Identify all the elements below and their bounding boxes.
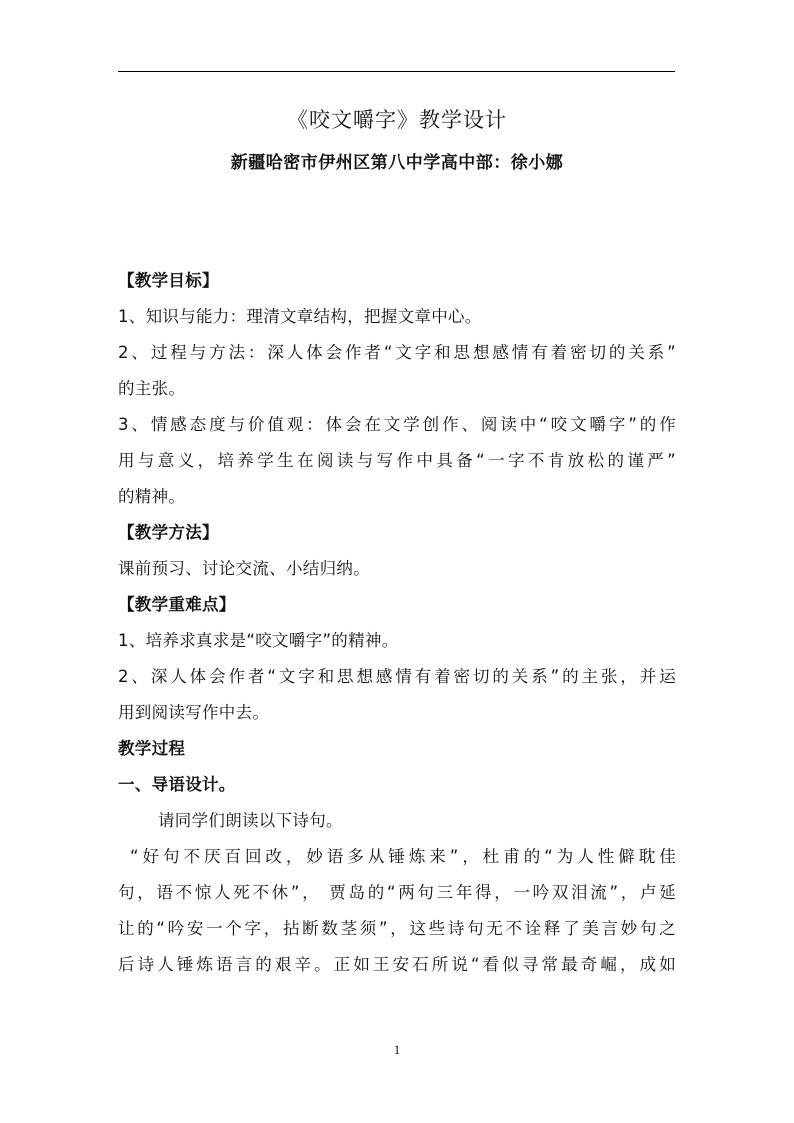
document-author: 新疆哈密市伊州区第八中学高中部：徐小娜	[230, 153, 564, 173]
goal-line: 1、知识与能力：理清文章结构，把握文章中心。	[118, 307, 482, 326]
goal-line: 的精神。	[118, 487, 186, 506]
page-number: 1	[393, 1042, 401, 1057]
section-heading-goals: 【教学目标】	[118, 271, 219, 290]
section-heading-key-points: 【教学重难点】	[118, 595, 236, 614]
paragraph-line: 让的“吟安一个字，拈断数茎须”，这些诗句无不诠释了美言妙句之	[118, 919, 676, 938]
document-body	[118, 263, 676, 983]
paragraph-line: 句，语不惊人死不休”， 贾岛的“两句三年得，一吟双泪流”，卢延	[118, 883, 676, 902]
key-point-line: 2、深人体会作者“文字和思想感情有着密切的关系”的主张，并运	[118, 667, 676, 686]
key-point-line: 用到阅读写作中去。	[118, 703, 270, 722]
paragraph-line: “好句不厌百回改，妙语多从锤炼来”，杜甫的“为人性僻耽佳	[130, 847, 676, 866]
goal-line: 的主张。	[118, 379, 186, 398]
goal-line: 2、过程与方法：深人体会作者“文字和思想感情有着密切的关系”	[118, 343, 676, 362]
goal-line: 3、情感态度与价值观：体会在文学创作、阅读中“咬文嚼字”的作	[118, 415, 676, 434]
document-title: 《咬文嚼字》教学设计	[287, 108, 507, 132]
section-heading-process: 教学过程	[118, 739, 186, 758]
paragraph-line: 后诗人锤炼语言的艰辛。正如王安石所说“看似寻常最奇崛，成如	[118, 955, 676, 974]
header-rule	[118, 71, 675, 72]
goal-line: 用与意义，培养学生在阅读与写作中具备“一字不肯放松的谨严”	[118, 451, 676, 470]
method-line: 课前预习、讨论交流、小结归纳。	[118, 559, 370, 578]
process-intro: 请同学们朗读以下诗句。	[158, 811, 343, 830]
process-subheading: 一、导语设计。	[118, 775, 236, 794]
section-heading-methods: 【教学方法】	[118, 523, 219, 542]
key-point-line: 1、培养求真求是“咬文嚼字”的精神。	[118, 631, 399, 650]
